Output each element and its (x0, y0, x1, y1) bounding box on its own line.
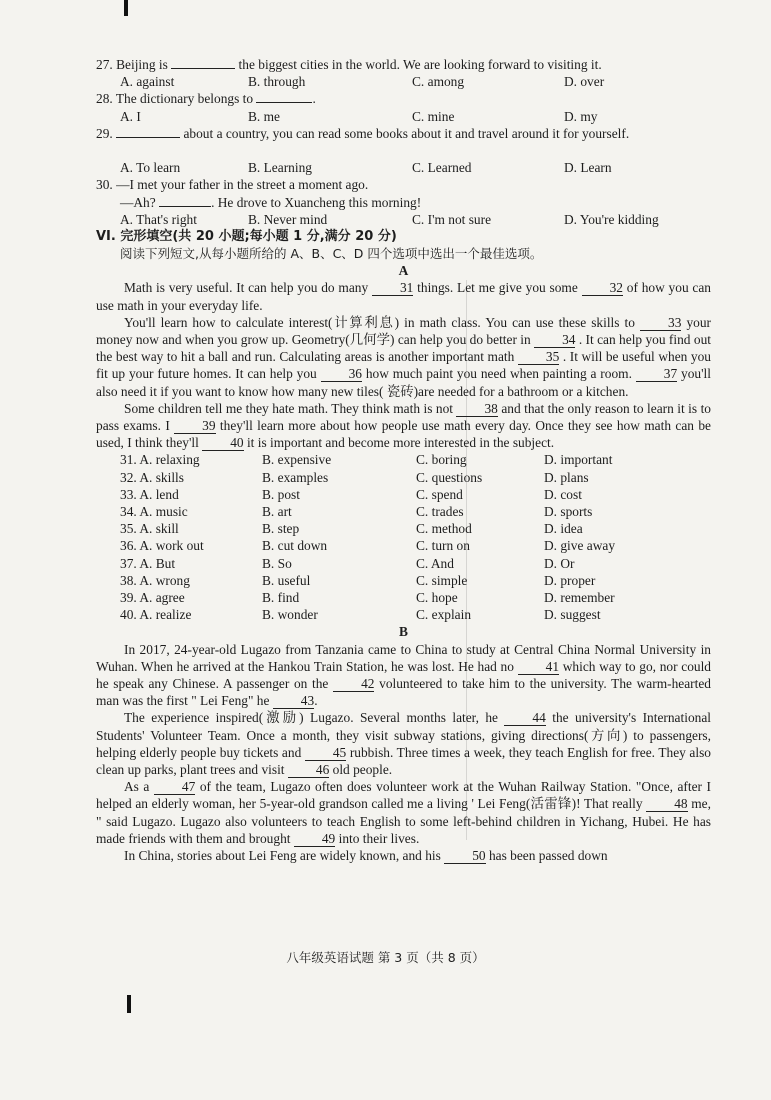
option-choice[interactable]: B. find (262, 589, 300, 605)
option-choice[interactable]: 37. A. But (120, 555, 176, 571)
cloze-blank-47[interactable]: 47 (154, 780, 195, 795)
option-row (96, 606, 711, 623)
option-choice[interactable]: B. step (262, 521, 300, 537)
question-27: 27. Beijing is the biggest cities in the world. We are looking forward to visiting it. (96, 57, 602, 72)
option-choice[interactable]: C. boring (416, 452, 467, 468)
passage-a-options (96, 451, 711, 623)
question-29: 29. about a country, you can read some books about it and travel around it for yourself. (96, 125, 630, 141)
question-30: 30. —I met your father in the street a moment ago. (96, 177, 369, 193)
passage-a-paragraph-2: You'll learn how to calculate interest(计算利息) in math class. You can use these skills to 33 your money now and when you grow up. Geometry(几何学) can help you do better in 34 . It can help you find out the best way to hit a ball and run. Calculating areas is another important math 35 . It will be useful when you fit up your future homes. It can help you 36 how much paint you need when painting a room. 37 you'll also need it if you want to know how many new tiles( 瓷砖)are needed for a bathroom or a kitchen. (96, 314, 711, 399)
cloze-blank-42[interactable]: 42 (333, 677, 374, 692)
section-vi-instruction: 阅读下列短文,从每小题所给的 A、B、C、D 四个选项中选出一个最佳选项。 (120, 246, 543, 262)
answer-blank[interactable] (256, 102, 312, 103)
section-vi-title: VI. 完形填空(共 20 小题;每小题 1 分,满分 20 分) (96, 228, 397, 244)
passage-b-paragraph-2: The experience inspired(激励) Lugazo. Several months later, he 44 the university's International Students' Volunteer Team. Once a month, they visit subway stations, giving directions(方向) to passengers, helping elderly people buy tickets and 45 rubbish. Three times a week, they teach English for free. They also clean up parks, plant trees and visit 46 old people. (96, 710, 711, 777)
cloze-blank-32[interactable]: 32 (582, 281, 623, 296)
exam-page (96, 56, 711, 864)
option-choice[interactable]: B. expensive (262, 452, 332, 468)
cloze-blank-37[interactable]: 37 (636, 367, 677, 382)
cloze-blank-39[interactable]: 39 (174, 419, 215, 434)
option-choice[interactable]: B. cut down (262, 538, 328, 554)
option-choice[interactable]: D. sports (544, 504, 593, 520)
option-choice[interactable]: 32. A. skills (120, 469, 184, 485)
option-row (96, 555, 711, 572)
cloze-blank-46[interactable]: 46 (288, 763, 329, 778)
answer-blank[interactable] (116, 137, 180, 138)
option-choice[interactable]: C. turn on (416, 538, 470, 554)
option-choice[interactable]: C. trades (416, 504, 464, 520)
passage-b-paragraph-1: In 2017, 24-year-old Lugazo from Tanzania came to China to study at Central China Normal University in Wuhan. When he arrived at the Hankou Train Station, he was lost. He had no 41 which way to go, nor could he speak any Chinese. A passenger on the 42 volunteered to take him to the university. The warm-hearted man was the first " Lei Feng" he 43. (96, 641, 711, 709)
options-28: A. I B. me C. mine D. my (120, 108, 598, 124)
option-choice[interactable]: D. idea (544, 521, 583, 537)
cloze-blank-45[interactable]: 45 (305, 746, 346, 761)
option-choice[interactable]: C. questions (416, 469, 483, 485)
option-row (96, 537, 711, 554)
registration-mark-bottom (127, 995, 131, 1013)
option-row (96, 520, 711, 537)
options-29: A. To learn B. Learning C. Learned D. Learn (120, 160, 612, 176)
option-row (96, 503, 711, 520)
option-choice[interactable]: D. proper (544, 572, 596, 588)
option-choice[interactable]: 35. A. skill (120, 521, 179, 537)
option-choice[interactable]: D. important (544, 452, 613, 468)
passage-b-paragraph-3: As a 47 of the team, Lugazo often does volunteer work at the Wuhan Railway Station. "Once, after I helped an elderly woman, her 5-year-old grandson called me a living ' Lei Feng(活雷锋)! That really 48 me, " said Lugazo. Lugazo also volunteers to teach English to some left-behind children in Yichang, Hubei. He has made friends with them and brought 49 into their lives. (96, 779, 711, 846)
option-choice[interactable]: C. method (416, 521, 472, 537)
option-choice[interactable]: 31. A. relaxing (120, 452, 200, 468)
option-choice[interactable]: D. remember (544, 589, 615, 605)
option-choice[interactable]: C. And (416, 555, 454, 571)
option-row (96, 572, 711, 589)
cloze-blank-33[interactable]: 33 (640, 316, 681, 331)
option-row (96, 589, 711, 606)
option-choice[interactable]: 33. A. lend (120, 486, 179, 502)
cloze-blank-36[interactable]: 36 (321, 367, 362, 382)
option-choice[interactable]: C. hope (416, 589, 458, 605)
question-30-reply: —Ah? . He drove to Xuancheng this morning! (120, 194, 422, 210)
cloze-blank-35[interactable]: 35 (518, 350, 559, 365)
passage-a-paragraph-3: Some children tell me they hate math. They think math is not 38 and that the only reason to learn it is to pass exams. I 39 they'll learn more about how people use math every day. Once they see how math can be used, I think they'll 40 it is important and become more interested in the subject. (96, 400, 711, 451)
option-choice[interactable]: C. simple (416, 572, 468, 588)
cloze-blank-40[interactable]: 40 (202, 436, 243, 451)
cloze-blank-41[interactable]: 41 (518, 660, 559, 675)
option-choice[interactable]: 40. A. realize (120, 607, 192, 623)
cloze-blank-43[interactable]: 43 (273, 694, 314, 709)
option-choice[interactable]: B. So (262, 555, 292, 571)
cloze-blank-38[interactable]: 38 (456, 402, 497, 417)
passage-a-label: A (398, 263, 409, 279)
option-choice[interactable]: D. plans (544, 469, 589, 485)
answer-blank[interactable] (171, 68, 235, 69)
registration-mark-top (124, 0, 128, 16)
cloze-blank-49[interactable]: 49 (294, 832, 335, 847)
option-choice[interactable]: 39. A. agree (120, 589, 185, 605)
option-row (96, 486, 711, 503)
passage-b-paragraph-4: In China, stories about Lei Feng are widely known, and his 50 has been passed down (124, 847, 608, 863)
option-row (96, 451, 711, 468)
option-choice[interactable]: 36. A. work out (120, 538, 204, 554)
cloze-blank-44[interactable]: 44 (504, 711, 545, 726)
cloze-blank-31[interactable]: 31 (372, 281, 413, 296)
option-choice[interactable]: B. examples (262, 469, 329, 485)
passage-a-paragraph-1: Math is very useful. It can help you do many 31 things. Let me give you some 32 of how you can use math in your everyday life. (96, 280, 712, 313)
option-choice[interactable]: D. give away (544, 538, 616, 554)
options-27: A. against B. through C. among D. over (120, 74, 605, 90)
cloze-blank-48[interactable]: 48 (646, 797, 687, 812)
option-choice[interactable]: B. useful (262, 572, 311, 588)
passage-b-label: B (399, 624, 408, 640)
option-choice[interactable]: C. spend (416, 486, 463, 502)
option-choice[interactable]: D. Or (544, 555, 575, 571)
option-choice[interactable]: 38. A. wrong (120, 572, 190, 588)
option-row (96, 469, 711, 486)
option-choice[interactable]: C. explain (416, 607, 472, 623)
option-choice[interactable]: D. cost (544, 486, 582, 502)
option-choice[interactable]: B. wonder (262, 607, 318, 623)
answer-blank[interactable] (159, 206, 211, 207)
page-footer: 八年级英语试题 第 3 页（共 8 页） (286, 950, 485, 965)
question-28: 28. The dictionary belongs to . (96, 91, 316, 107)
option-choice[interactable]: D. suggest (544, 607, 601, 623)
option-choice[interactable]: B. post (262, 486, 300, 502)
options-30: A. That's right B. Never mind C. I'm not sure D. You're kidding (120, 211, 659, 227)
cloze-blank-50[interactable]: 50 (444, 849, 485, 864)
cloze-blank-34[interactable]: 34 (534, 333, 575, 348)
option-choice[interactable]: 34. A. music (120, 504, 188, 520)
option-choice[interactable]: B. art (262, 504, 292, 520)
